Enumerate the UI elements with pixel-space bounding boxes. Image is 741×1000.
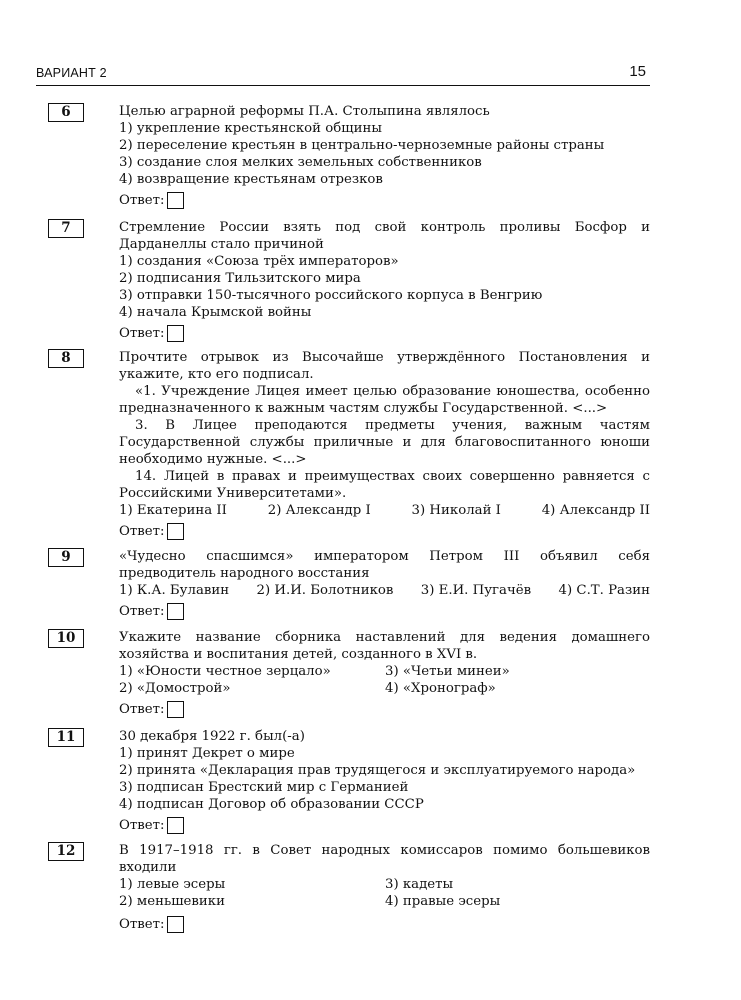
option-4: 4) С.Т. Разин bbox=[558, 583, 650, 598]
question-number: 6 bbox=[48, 103, 84, 122]
question-11 bbox=[36, 728, 650, 835]
question-number: 10 bbox=[48, 629, 84, 648]
question-number: 11 bbox=[48, 728, 84, 747]
answer-box[interactable] bbox=[167, 603, 184, 620]
question-stem: «Чудесно спасшимся» императором Петром III объявил себя предводитель народного восстания bbox=[119, 549, 650, 581]
option-1: 1) «Юности честное зерцало» bbox=[119, 664, 331, 679]
question-9 bbox=[36, 548, 650, 621]
option-3: 3) подписан Брестский мир с Германией bbox=[119, 780, 409, 795]
option-4: 4) начала Крымской войны bbox=[119, 305, 312, 320]
option-4: 4) Александр II bbox=[541, 503, 650, 518]
option-2: 2) И.И. Болотников bbox=[256, 583, 394, 598]
page-header bbox=[36, 63, 650, 86]
answer-row bbox=[119, 815, 650, 835]
option-2: 2) переселение крестьян в центрально-черноземные районы страны bbox=[119, 138, 605, 153]
answer-label: Ответ: bbox=[119, 192, 165, 208]
option-4: 4) возвращение крестьянам отрезков bbox=[119, 172, 383, 187]
question-stem: Укажите название сборника наставлений для ведения домашнего хозяйства и воспитания детей, созданного в XVI в. bbox=[119, 630, 650, 662]
answer-box[interactable] bbox=[167, 192, 184, 209]
question-stem: 30 декабря 1922 г. был(-а) bbox=[119, 729, 305, 744]
option-2: 2) подписания Тильзитского мира bbox=[119, 271, 361, 286]
question-number: 12 bbox=[48, 842, 84, 861]
options-row bbox=[119, 502, 650, 519]
option-1: 1) укрепление крестьянской общины bbox=[119, 121, 382, 136]
answer-label: Ответ: bbox=[119, 325, 165, 341]
quote-paragraph-1: «1. Учреждение Лицея имеет целью образование юношества, особенно предназначенного к важным частям службы Государственной. <...> bbox=[119, 384, 650, 416]
answer-label: Ответ: bbox=[119, 603, 165, 619]
option-3: 3) Николай I bbox=[411, 503, 501, 518]
question-6 bbox=[36, 103, 650, 210]
answer-label: Ответ: bbox=[119, 817, 165, 833]
option-4: 4) правые эсеры bbox=[385, 894, 501, 909]
question-stem: Прочтите отрывок из Высочайше утверждённого Постановления и укажите, кто его подписал. bbox=[119, 350, 650, 382]
question-10 bbox=[36, 629, 650, 719]
options-grid bbox=[119, 663, 650, 697]
option-3: 3) «Четьи минеи» bbox=[385, 664, 510, 679]
options-grid bbox=[119, 876, 650, 910]
option-3: 3) создание слоя мелких земельных собственников bbox=[119, 155, 482, 170]
answer-label: Ответ: bbox=[119, 701, 165, 717]
options-row bbox=[119, 582, 650, 599]
option-2: 2) «Домострой» bbox=[119, 681, 231, 696]
option-3: 3) Е.И. Пугачёв bbox=[420, 583, 532, 598]
answer-box[interactable] bbox=[167, 523, 184, 540]
answer-box[interactable] bbox=[167, 701, 184, 718]
option-4: 4) подписан Договор об образовании СССР bbox=[119, 797, 424, 812]
option-3: 3) отправки 150-тысячного российского корпуса в Венгрию bbox=[119, 288, 543, 303]
option-2: 2) принята «Декларация прав трудящегося и эксплуатируемого народа» bbox=[119, 763, 636, 778]
answer-label: Ответ: bbox=[119, 916, 165, 932]
question-number: 9 bbox=[48, 548, 84, 567]
quote-paragraph-2: 3. В Лицее преподаются предметы учения, важным частям Государственной службы приличные и для благовоспитанного юноши необходимо нужные. <...> bbox=[119, 418, 650, 467]
answer-box[interactable] bbox=[167, 817, 184, 834]
variant-title: ВАРИАНТ 2 bbox=[36, 66, 107, 80]
option-1: 1) принят Декрет о мире bbox=[119, 746, 295, 761]
quote-paragraph-3: 14. Лицей в правах и преимуществах своих совершенно равняется с Российскими Университетами». bbox=[119, 469, 650, 501]
option-1: 1) К.А. Булавин bbox=[119, 583, 230, 598]
option-1: 1) создания «Союза трёх императоров» bbox=[119, 254, 399, 269]
question-12 bbox=[36, 842, 650, 934]
option-4: 4) «Хронограф» bbox=[385, 681, 496, 696]
question-stem: Целью аграрной реформы П.А. Столыпина являлось bbox=[119, 104, 490, 119]
answer-row bbox=[119, 601, 650, 621]
option-3: 3) кадеты bbox=[385, 877, 454, 892]
question-number: 7 bbox=[48, 219, 84, 238]
question-8 bbox=[36, 349, 650, 541]
answer-label: Ответ: bbox=[119, 523, 165, 539]
question-number: 8 bbox=[48, 349, 84, 368]
question-stem: Стремление России взять под свой контроль проливы Босфор и Дарданеллы стало причиной bbox=[119, 220, 650, 252]
option-1: 1) левые эсеры bbox=[119, 877, 226, 892]
answer-box[interactable] bbox=[167, 916, 184, 933]
answer-row bbox=[119, 323, 650, 343]
question-7 bbox=[36, 219, 650, 343]
option-2: 2) меньшевики bbox=[119, 894, 225, 909]
answer-row bbox=[119, 699, 650, 719]
answer-row bbox=[119, 914, 650, 934]
option-1: 1) Екатерина II bbox=[119, 503, 227, 518]
page-number: 15 bbox=[629, 63, 646, 80]
answer-row bbox=[119, 521, 650, 541]
option-2: 2) Александр I bbox=[267, 503, 371, 518]
answer-row bbox=[119, 190, 650, 210]
answer-box[interactable] bbox=[167, 325, 184, 342]
question-stem: В 1917–1918 гг. в Совет народных комиссаров помимо большевиков входили bbox=[119, 843, 650, 875]
